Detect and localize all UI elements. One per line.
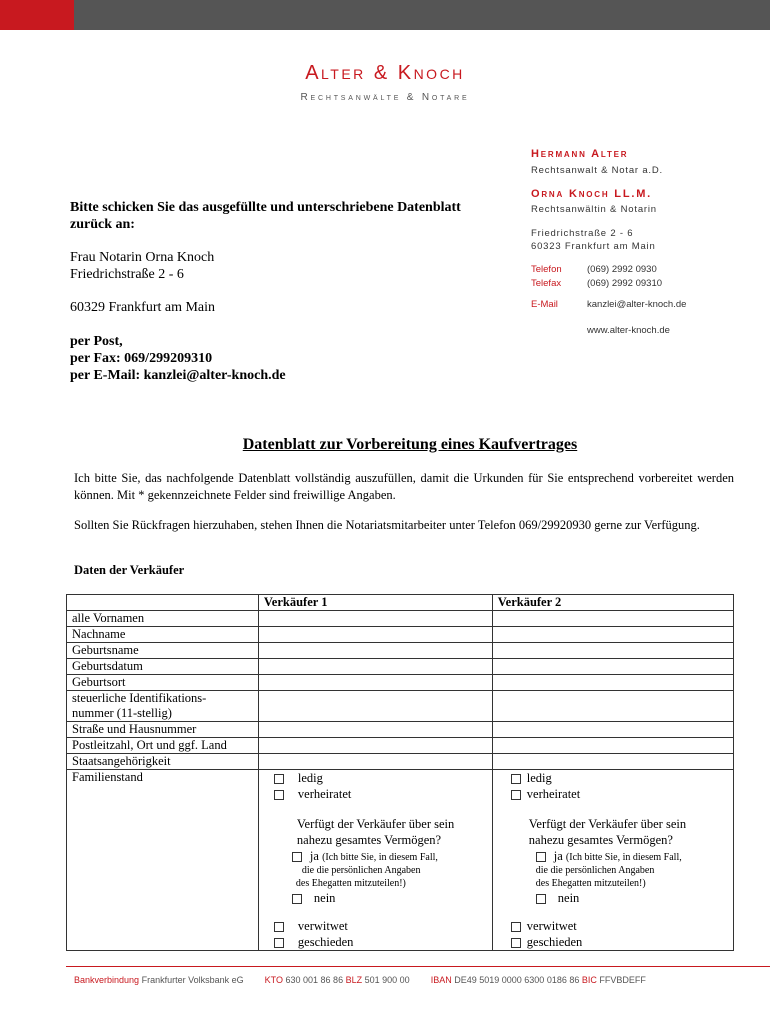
- kto-value: 630 001 86 86: [285, 975, 344, 985]
- intro-paragraph: Ich bitte Sie, das nachfolgende Datenblatt vollständig auszufüllen, damit die Urkunden für Sie entsprechend vorbereitet werden können. Mit * gekennzeichnete Felder sind freiwillige Angaben.: [74, 471, 734, 502]
- yes-note-cont: die die persönlichen Angaben: [301, 865, 421, 876]
- checkbox-single[interactable]: [511, 774, 521, 784]
- recipient-city: 60329 Frankfurt am Main: [70, 300, 216, 315]
- fax-label: Telefax: [531, 278, 562, 289]
- option-no-label: nein: [313, 891, 336, 905]
- send-via-post: per Post,: [70, 334, 123, 349]
- iban-value: DE49 5019 0000 6300 0186 86: [454, 975, 580, 985]
- iban-label: IBAN: [430, 975, 452, 985]
- seller-2-birth-place-input[interactable]: [492, 675, 733, 691]
- seller-2-first-names-input[interactable]: [492, 611, 733, 627]
- row-label: Geburtsdatum: [67, 659, 259, 675]
- checkbox-widowed[interactable]: [274, 922, 284, 932]
- row-label: Straße und Hausnummer: [67, 722, 259, 738]
- checkbox-divorced[interactable]: [274, 938, 284, 948]
- blz-label: BLZ: [345, 975, 363, 985]
- checkbox-married[interactable]: [511, 790, 521, 800]
- table-row: [67, 770, 734, 951]
- yes-note-end: des Ehegatten mitzuteilen!): [295, 878, 406, 889]
- seller-1-first-names-input[interactable]: [258, 611, 492, 627]
- seller-2-tax-id-input[interactable]: [492, 691, 733, 722]
- bank-name: Frankfurter Volksbank eG: [141, 975, 244, 985]
- phone-label: Telefon: [531, 264, 562, 275]
- table-header-empty: [67, 595, 259, 611]
- checkbox-no[interactable]: [536, 894, 546, 904]
- recipient-name: Frau Notarin Orna Knoch: [70, 250, 215, 265]
- phone-number: (069) 2992 0930: [587, 264, 657, 275]
- checkbox-no[interactable]: [292, 894, 302, 904]
- website-link[interactable]: www.alter-knoch.de: [587, 325, 670, 336]
- seller-1-birth-place-input[interactable]: [258, 675, 492, 691]
- option-divorced-label: geschieden: [526, 935, 583, 949]
- seller-2-street-input[interactable]: [492, 722, 733, 738]
- seller-2-nationality-input[interactable]: [492, 754, 733, 770]
- bank-label: Bankverbindung: [74, 975, 140, 985]
- checkbox-divorced[interactable]: [511, 938, 521, 948]
- option-divorced-label: geschieden: [297, 935, 354, 949]
- table-row: [67, 611, 734, 627]
- seller-1-last-name-input[interactable]: [258, 627, 492, 643]
- firm-logo-subtitle: Rechtsanwälte & Notare: [300, 92, 470, 103]
- footer-bank-details: [74, 975, 646, 985]
- tax-id-label: steuerliche Identifikations-: [72, 691, 207, 705]
- bic-label: BIC: [581, 975, 597, 985]
- table-row: [67, 754, 734, 770]
- option-single-label: ledig: [526, 771, 552, 785]
- seller-data-table: [66, 594, 734, 951]
- header-bar-accent: [0, 0, 74, 30]
- table-row: [67, 738, 734, 754]
- table-row: [67, 722, 734, 738]
- seller-1-tax-id-input[interactable]: [258, 691, 492, 722]
- row-label: Geburtsname: [67, 643, 259, 659]
- yes-note-cont: die die persönlichen Angaben: [535, 865, 655, 876]
- send-via-fax: per Fax: 069/299209310: [70, 351, 213, 366]
- option-married-label: verheiratet: [297, 787, 352, 801]
- asset-question-cont: nahezu gesamtes Vermögen?: [296, 833, 442, 847]
- yes-note-end: des Ehegatten mitzuteilen!): [535, 878, 646, 889]
- table-row: [67, 627, 734, 643]
- partner-1-name: Hermann Alter: [531, 148, 629, 160]
- asset-question: Verfügt der Verkäufer über sein: [296, 817, 455, 831]
- option-widowed-label: verwitwet: [526, 919, 577, 933]
- contact-paragraph: Sollten Sie Rückfragen hierzuhaben, stehen Ihnen die Notariatsmitarbeiter unter Telefon 069/29920930 gerne zur Verfügung.: [74, 518, 700, 532]
- row-label: [67, 691, 259, 722]
- partner-2-role: Rechtsanwältin & Notarin: [531, 204, 657, 215]
- email-label: E-Mail: [531, 299, 558, 310]
- table-row: [67, 691, 734, 722]
- header-bar: [74, 0, 770, 30]
- row-label: Staatsangehörigkeit: [67, 754, 259, 770]
- email-address[interactable]: kanzlei@alter-knoch.de: [587, 299, 687, 310]
- table-row: [67, 675, 734, 691]
- seller-1-birth-name-input[interactable]: [258, 643, 492, 659]
- checkbox-single[interactable]: [274, 774, 284, 784]
- checkbox-yes[interactable]: [292, 852, 302, 862]
- bic-value: FFVBDEFF: [599, 975, 646, 985]
- row-label: Familienstand: [67, 770, 259, 951]
- table-row: [67, 643, 734, 659]
- seller-1-birth-date-input[interactable]: [258, 659, 492, 675]
- option-widowed-label: verwitwet: [297, 919, 348, 933]
- footer-divider: [66, 966, 770, 967]
- section-heading: Daten der Verkäufer: [74, 563, 185, 577]
- seller-1-zip-city-input[interactable]: [258, 738, 492, 754]
- document-title: Datenblatt zur Vorbereitung eines Kaufvertrages: [242, 436, 578, 453]
- office-street: Friedrichstraße 2 - 6: [531, 228, 634, 239]
- table-header-seller-1: Verkäufer 1: [258, 595, 492, 611]
- seller-2-marital-status: [492, 770, 733, 951]
- asset-question: Verfügt der Verkäufer über sein: [528, 817, 687, 831]
- partner-1-role: Rechtsanwalt & Notar a.D.: [531, 165, 663, 176]
- yes-note: (Ich bitte Sie, in diesem Fall,: [322, 852, 438, 863]
- seller-1-marital-status: [258, 770, 492, 951]
- seller-2-birth-name-input[interactable]: [492, 643, 733, 659]
- option-single-label: ledig: [297, 771, 323, 785]
- option-married-label: verheiratet: [526, 787, 581, 801]
- checkbox-yes[interactable]: [536, 852, 546, 862]
- recipient-street: Friedrichstraße 2 - 6: [70, 267, 184, 282]
- checkbox-married[interactable]: [274, 790, 284, 800]
- table-header-seller-2: Verkäufer 2: [492, 595, 733, 611]
- option-yes-label: ja: [553, 849, 563, 863]
- seller-2-zip-city-input[interactable]: [492, 738, 733, 754]
- asset-question-cont: nahezu gesamtes Vermögen?: [528, 833, 673, 847]
- return-instruction: Bitte schicken Sie das ausgefüllte und unterschriebene Datenblatt: [70, 200, 461, 215]
- row-label: Nachname: [67, 627, 259, 643]
- send-via-email: per E-Mail: kanzlei@alter-knoch.de: [70, 368, 286, 383]
- return-instruction-cont: zurück an:: [70, 217, 135, 232]
- seller-1-street-input[interactable]: [258, 722, 492, 738]
- office-city: 60323 Frankfurt am Main: [531, 241, 656, 252]
- yes-note: (Ich bitte Sie, in diesem Fall,: [565, 852, 682, 863]
- kto-label: KTO: [264, 975, 283, 985]
- blz-value: 501 900 00: [364, 975, 410, 985]
- checkbox-widowed[interactable]: [511, 922, 521, 932]
- row-label: Geburtsort: [67, 675, 259, 691]
- fax-number: (069) 2992 09310: [587, 278, 663, 289]
- row-label: alle Vornamen: [67, 611, 259, 627]
- firm-logo-name: Alter & Knoch: [305, 62, 465, 84]
- seller-2-birth-date-input[interactable]: [492, 659, 733, 675]
- option-no-label: nein: [557, 891, 580, 905]
- tax-id-label-cont: nummer (11-stellig): [72, 706, 172, 720]
- table-row: [67, 659, 734, 675]
- row-label: Postleitzahl, Ort und ggf. Land: [67, 738, 259, 754]
- option-yes-label: ja: [309, 849, 319, 863]
- seller-2-last-name-input[interactable]: [492, 627, 733, 643]
- partner-2-name: Orna Knoch LL.M.: [531, 188, 653, 200]
- table-header-row: [67, 595, 734, 611]
- seller-1-nationality-input[interactable]: [258, 754, 492, 770]
